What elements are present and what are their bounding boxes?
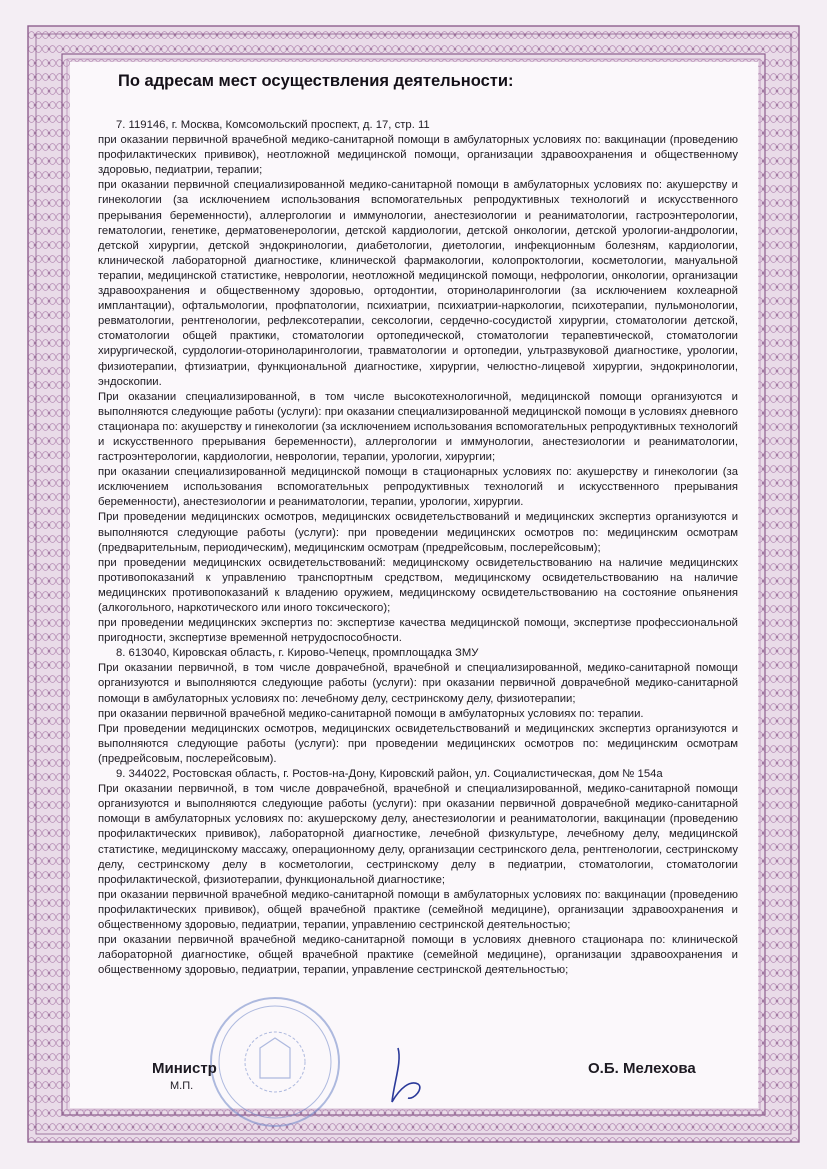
license-text — [98, 118, 738, 978]
paragraph: при оказании специализированной медицинской помощи в стационарных условиях по: акушерству и гинекологии (за исключением использования вспомогательных репродуктивных технологий и искусственного прерывания беременности), анестезиологии и реаниматологии, терапии, урологии, хирургии. — [98, 466, 738, 509]
paragraph: При проведении медицинских осмотров, медицинских освидетельствований и медицинских экспертиз организуются и выполняются следующие работы (услуги): при проведении медицинских осмотров по: медицинским осмотрам (предрейсовым, послерейсовым). — [98, 722, 738, 765]
paragraph: при оказании первичной врачебной медико-санитарной помощи в условиях дневного стационара по: клинической лабораторной диагностике, общей врачебной практике (семейной медицине), организации здравоохранения и общественному здоровью, педиатрии, терапии, управление сестринской деятельностью; — [98, 934, 738, 977]
signer-role: Министр — [152, 1060, 217, 1077]
paragraph: при проведении медицинских освидетельствований: медицинскому освидетельствованию на наличие медицинских противопоказаний к управлению транспортным средством, медицинскому освидетельствованию на наличие медицинских противопоказаний к владению оружием, медицинскому освидетельствованию на состояние опьянения (алкогольного, наркотического или иного токсического); — [98, 556, 738, 614]
address-line: 9. 344022, Ростовская область, г. Ростов-на-Дону, Кировский район, ул. Социалистическая, дом № 154а — [116, 768, 663, 781]
paragraph: При проведении медицинских осмотров, медицинских освидетельствований и медицинских экспертиз организуются и выполняются следующие работы (услуги): при проведении медицинских осмотров по: медицинским осмотрам (предварительным, периодическим), медицинским осмотрам (предрейсовым, послерейсовым); — [98, 511, 738, 554]
paragraph: при проведении медицинских экспертиз по: экспертизе качества медицинской помощи, экспертизе профессиональной пригодности, экспертизе временной нетрудоспособности. — [98, 617, 738, 645]
stamp-place-label: М.П. — [170, 1080, 194, 1092]
page-title: По адресам мест осуществления деятельности: — [118, 72, 514, 90]
paragraph: при оказании первичной врачебной медико-санитарной помощи в амбулаторных условиях по: вакцинации (проведению профилактических прививок), общей врачебной практике (семейной медицине), организации здравоохранения и общественному здоровью, педиатрии, терапии, управлению сестринской деятельностью; — [98, 888, 738, 931]
address-line: 8. 613040, Кировская область, г. Кирово-Чепецк, промплощадка ЗМУ — [116, 647, 479, 660]
paragraph: при оказании первичной врачебной медико-санитарной помощи в амбулаторных условиях по: терапии. — [98, 707, 644, 720]
paragraph: при оказании первичной специализированной медико-санитарной помощи в амбулаторных условиях по: акушерству и гинекологии (за исключением использования вспомогательных репродуктивных технологий и искусственного прерывания беременности), аллергологии и иммунологии, анестезиологии и реаниматологии, гастроэнтерологии, гематологии, генетике, дерматовенерологии, детской кардиологии, детской онкологии, детской урологии-андрологии, детской хирургии, детской эндокринологии, диабетологии, диетологии, инфекционным болезням, кардиологии, клинической лабораторной диагностике, клинической фармакологии, колопроктологии, косметологии, мануальной терапии, медицинской статистике, неврологии, неотложной медицинской помощи, нефрологии, онкологии, организации здравоохранения и общественному здоровью, ортодонтии, оториноларингологии (за исключением кохлеарной имплантации), офтальмологии, профпатологии, психиатрии, психиатрии-наркологии, психотерапии, пульмонологии, ревматологии, рентгенологии, рефлексотерапии, сексологии, сердечно-сосудистой хирургии, стоматологии детской, стоматологии общей практики, стоматологии ортопедической, стоматологии терапевтической, стоматологии хирургической, сурдологии-оториноларингологии, травматологии и ортопедии, ультразвуковой диагностике, урологии, физиотерапии, фтизиатрии, функциональной диагностике, хирургии, челюстно-лицевой хирургии, эндокринологии, эндоскопии. — [98, 179, 738, 388]
paragraph: при оказании первичной врачебной медико-санитарной помощи в амбулаторных условиях по: вакцинации (проведению профилактических прививок), неотложной медицинской помощи, организации здравоохранения и общественному здоровью, педиатрии, терапии; — [98, 134, 738, 177]
paragraph: При оказании первичной, в том числе доврачебной, врачебной и специализированной, медико-санитарной помощи организуются и выполняются следующие работы (услуги): при оказании первичной доврачебной медико-санитарной помощи в амбулаторных условиях по: лечебному делу, сестринскому делу, физиотерапии; — [98, 662, 738, 705]
paragraph: При оказании первичной, в том числе доврачебной, врачебной и специализированной, медико-санитарной помощи организуются и выполняются следующие работы (услуги): при оказании первичной доврачебной медико-санитарной помощи в амбулаторных условиях по: акушерскому делу, анестезиологии и реаниматологии, вакцинации (проведению профилактических прививок), лабораторной диагностике, лечебной физкультуре, лечебному делу, медицинской статистике, медицинскому массажу, операционному делу, организации сестринского дела, рентгенологии, сестринскому делу, сестринскому делу в косметологии, сестринскому делу в педиатрии, стоматологии, стоматологии профилактической, физиотерапии, функциональной диагностике; — [98, 783, 738, 886]
paragraph: При оказании специализированной, в том числе высокотехнологичной, медицинской помощи организуются и выполняются следующие работы (услуги): при оказании специализированной медицинской помощи в условиях дневного стационара по: акушерству и гинекологии (за исключением использования вспомогательных репродуктивных технологий и искусственного прерывания беременности), аллергологии и иммунологии, анестезиологии и реаниматологии, гастроэнтерологии, кардиологии, неврологии, терапии, урологии, хирургии; — [98, 390, 738, 464]
signer-name: О.Б. Мелехова — [588, 1060, 696, 1077]
address-line: 7. 119146, г. Москва, Комсомольский проспект, д. 17, стр. 11 — [116, 119, 430, 131]
signature-icon — [380, 1040, 440, 1110]
